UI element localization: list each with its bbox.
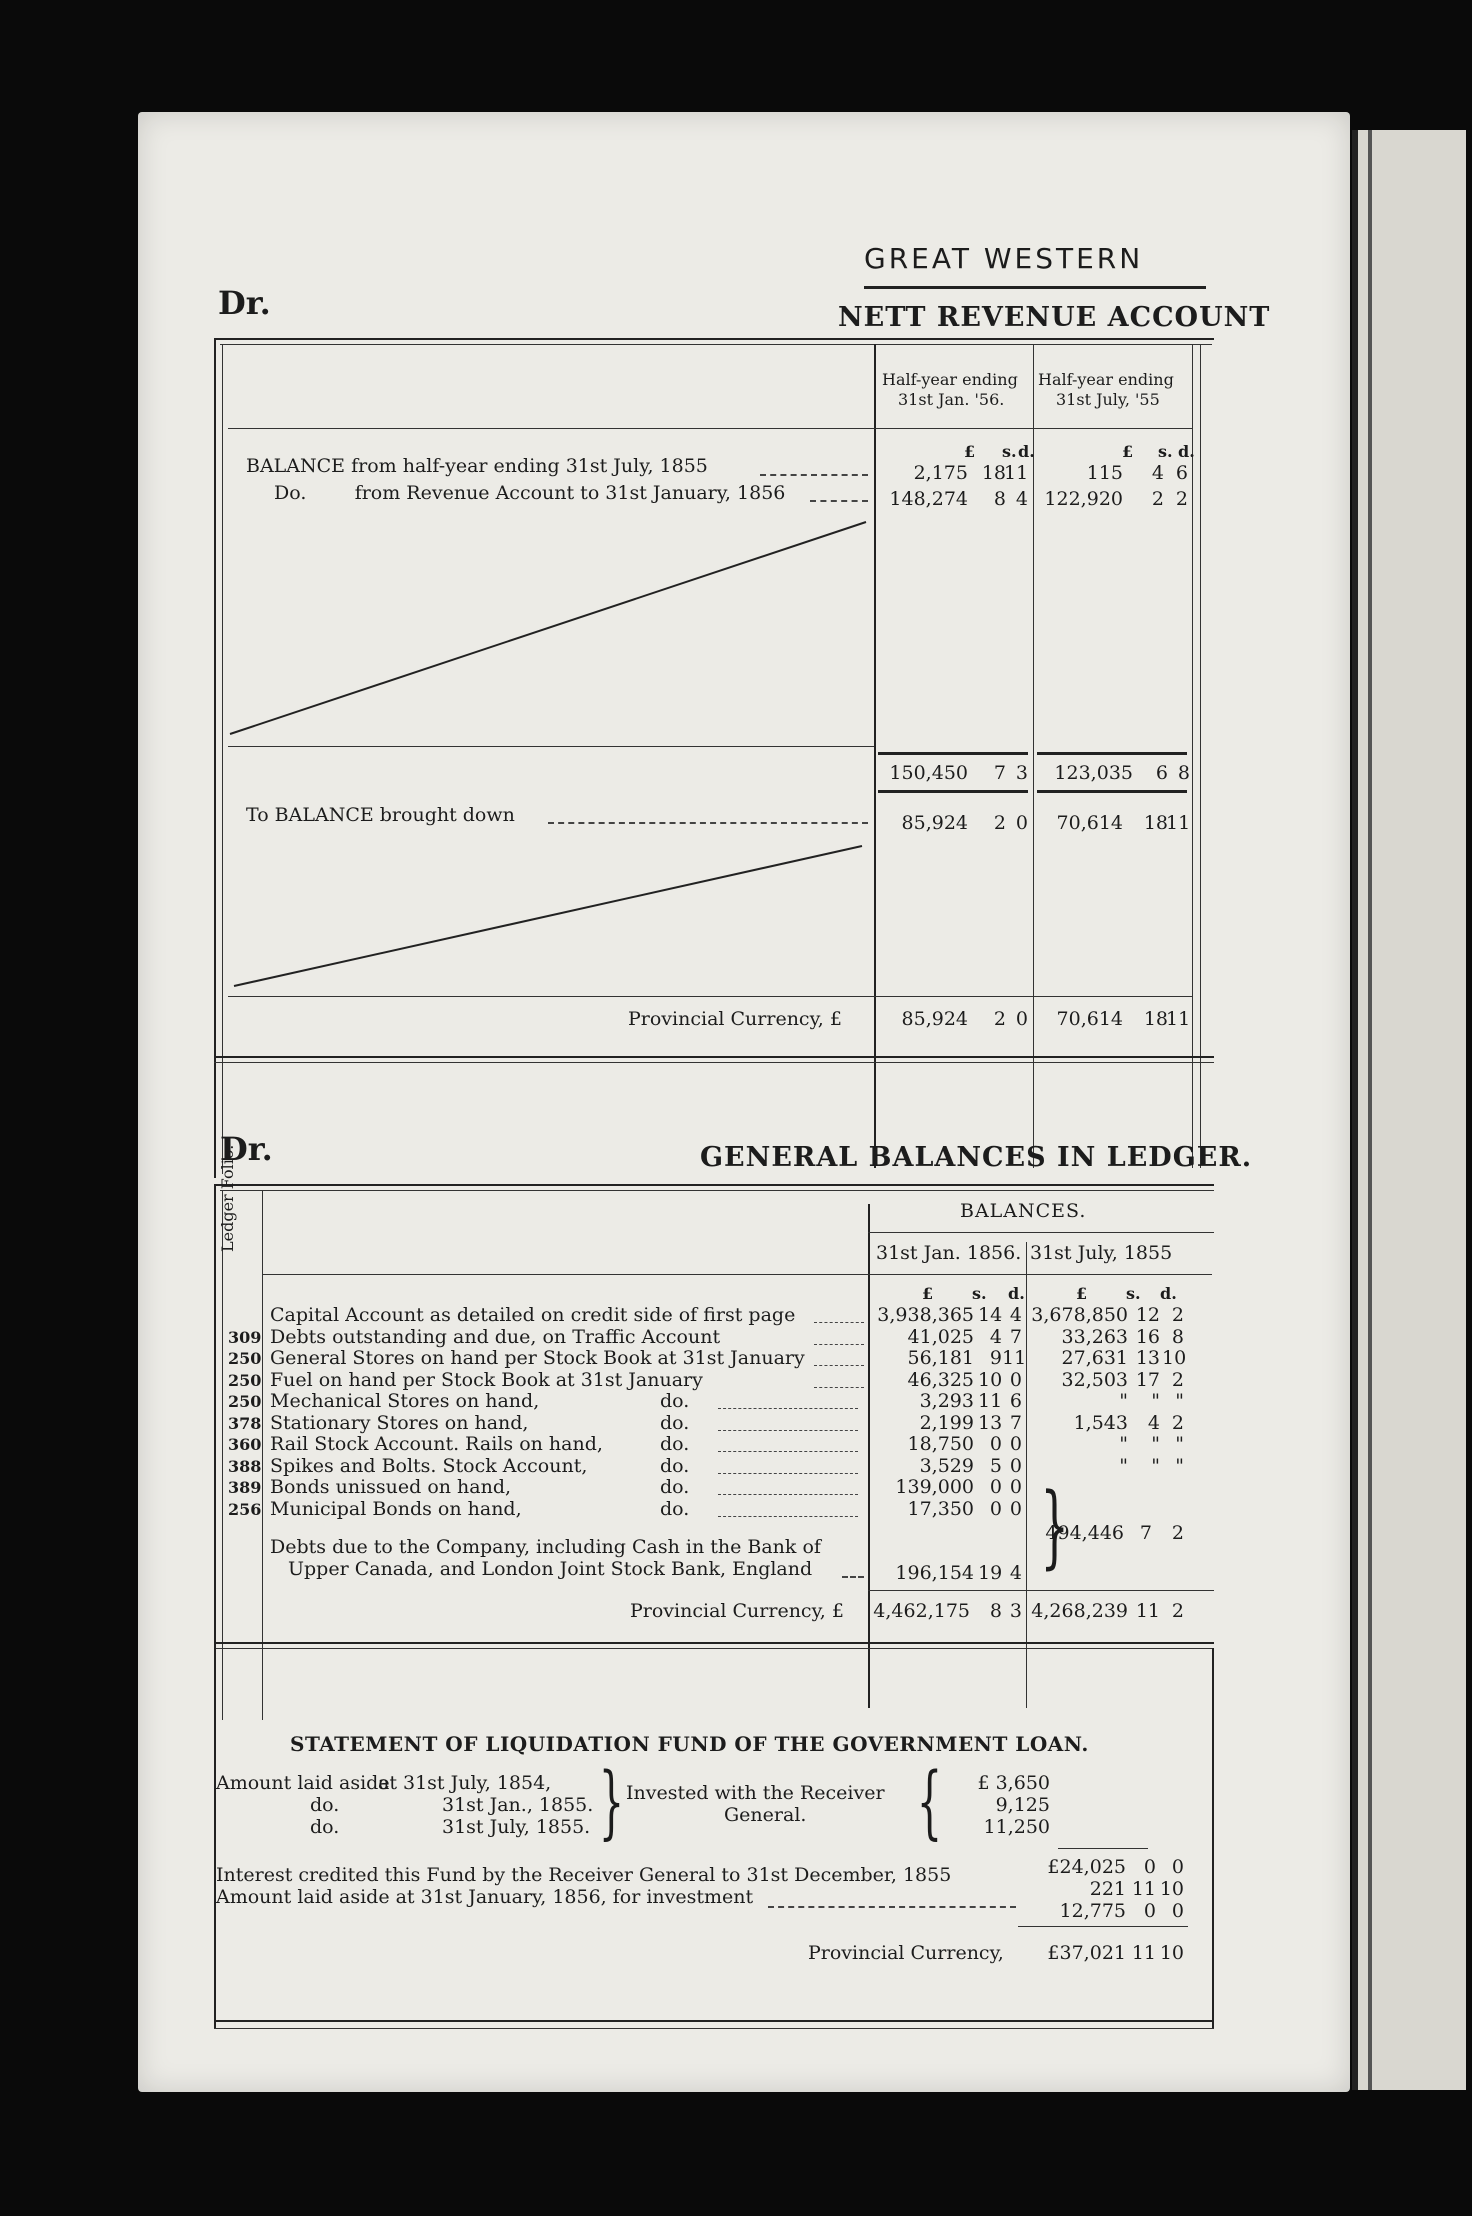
amount: 2 (1175, 488, 1188, 510)
ledger-amount: 12 (1135, 1304, 1160, 1326)
leader-dots (718, 1430, 858, 1431)
ledger-total-label: Provincial Currency, £ (630, 1600, 844, 1622)
ledger-folio: 360 (228, 1435, 262, 1454)
leader-dots (718, 1451, 858, 1452)
leader-dots (814, 1365, 864, 1366)
section-rule (214, 1062, 1214, 1063)
ledger-amount: 2,199 (919, 1411, 974, 1434)
ledger-row-label: Municipal Bonds on hand, (270, 1497, 522, 1520)
amount: 70,614 (1056, 812, 1123, 834)
ledger-amount: 2 (1171, 1304, 1184, 1326)
interest-amount: 10 (1159, 1878, 1184, 1900)
group-brace: } (1040, 1474, 1069, 1579)
ledger-amount: 2 (1171, 1368, 1184, 1391)
ledger-amount: 4 (1147, 1411, 1160, 1434)
amount: 2 (1151, 488, 1164, 510)
debts-label-1: Debts due to the Company, including Cash in the Bank of (270, 1536, 821, 1558)
ledger-amount: " (1151, 1390, 1160, 1412)
ditto-mark: do. (660, 1433, 690, 1455)
pound-head: £ (922, 1284, 934, 1303)
ledger-amount: 18,750 (907, 1433, 974, 1455)
liq-row-a: do. (310, 1794, 340, 1816)
ledger-amount: " (1175, 1390, 1184, 1412)
ledger-amount: 14 (978, 1304, 1003, 1326)
total-amount: 7 (993, 762, 1006, 784)
amount: 8 (993, 488, 1006, 510)
invested-1: Invested with the Receiver (626, 1782, 885, 1804)
ledger-amount: 0 (989, 1497, 1002, 1520)
liq-amount: 9,125 (995, 1794, 1050, 1816)
ledger-row-label: Bonds unissued on hand, (270, 1476, 512, 1498)
leader-dots (718, 1516, 858, 1517)
final-amount: 18 (1143, 1008, 1168, 1030)
liq-subtotal: 0 (1171, 1856, 1184, 1878)
interest-amount: 11 (1131, 1878, 1156, 1900)
final-amount: 0 (1015, 1008, 1028, 1030)
amount: 0 (1015, 812, 1028, 834)
rule (228, 996, 1192, 997)
liq-total: 11 (1131, 1942, 1156, 1964)
ledger-title: GENERAL BALANCES IN LEDGER. (700, 1142, 1253, 1173)
frame-left (214, 1648, 216, 2028)
ledger-folio: 250 (228, 1392, 262, 1411)
amount: 85,924 (901, 812, 968, 834)
ledger-amount: " (1151, 1454, 1160, 1477)
sum-rule (1037, 752, 1187, 755)
pound-head: £ (1076, 1284, 1088, 1303)
ledger-folio: 388 (228, 1456, 262, 1476)
ledger-row-label: Stationary Stores on hand, (270, 1411, 529, 1434)
shilling-head: s. (972, 1284, 987, 1303)
liq-row-b: at 31st July, 1854, (378, 1772, 552, 1794)
leader-dots (842, 1576, 864, 1578)
sum-rule (878, 752, 1028, 755)
ledger-amount: " (1151, 1433, 1160, 1455)
ledger-amount: 5 (989, 1454, 1002, 1477)
ledger-amount: 17,350 (907, 1497, 974, 1520)
ledger-amount: 17 (1135, 1368, 1160, 1391)
ledger-amount: " (1175, 1433, 1184, 1455)
pence-head: d. (1160, 1284, 1177, 1303)
total-amount: 123,035 (1054, 762, 1133, 784)
liq-total: 10 (1159, 1942, 1184, 1964)
leader-dots (718, 1473, 858, 1474)
col-divider (868, 1204, 870, 1708)
ledger-amount: 3,938,365 (877, 1304, 974, 1326)
liq-row-a: do. (310, 1816, 340, 1838)
amount: 11 (1004, 462, 1029, 484)
ledger-amount: 32,503 (1061, 1368, 1128, 1391)
liq-subtotal: £24,025 (1047, 1856, 1126, 1878)
ledger-amount: 139,000 (895, 1476, 974, 1498)
ledger-folio: 389 (228, 1478, 262, 1497)
dr-mark: Dr. (218, 284, 271, 322)
debts-label-2: Upper Canada, and London Joint Stock Bank, England (288, 1558, 813, 1580)
liq-amount: £ 3,650 (977, 1772, 1050, 1794)
ledger-amount: 8 (1171, 1325, 1184, 1348)
amount: 11 (1166, 812, 1191, 834)
final-amount: 70,614 (1056, 1008, 1123, 1030)
total-amount: 6 (1155, 762, 1168, 784)
ditto-mark: do. (660, 1497, 690, 1520)
leader-dots (718, 1494, 858, 1495)
ledger-row-label: Capital Account as detailed on credit side of first page (270, 1304, 796, 1326)
ledger-amount: 3,293 (919, 1390, 974, 1412)
balances-header: BALANCES. (960, 1200, 1087, 1222)
aside-label: Amount laid aside at 31st January, 1856, for investment (216, 1886, 754, 1908)
ledger-amount: 33,263 (1061, 1325, 1128, 1348)
ledger-amount: 0 (1009, 1433, 1022, 1455)
sum-rule (878, 790, 1028, 793)
ledger-row-label: Rail Stock Account. Rails on hand, (270, 1433, 603, 1455)
pound-head: £ (964, 442, 976, 461)
ledger-amount: 7 (1009, 1325, 1022, 1348)
amount: 18 (1143, 812, 1168, 834)
leader-dots (814, 1387, 864, 1388)
ledger-amount: 3,529 (919, 1454, 974, 1477)
ledger-amount: " (1119, 1454, 1128, 1477)
ditto-mark: do. (660, 1411, 690, 1434)
sum-rule (1018, 1926, 1188, 1927)
ledger-amount: 0 (989, 1433, 1002, 1455)
shilling-head: s. (1002, 442, 1017, 461)
liq-total: £37,021 (1047, 1942, 1126, 1964)
ledger-row-label: Mechanical Stores on hand, (270, 1390, 540, 1412)
ditto-mark: do. (660, 1390, 690, 1412)
grouped-amount: 2 (1171, 1522, 1184, 1544)
leader-dots (718, 1408, 858, 1409)
pence-head: d. (1178, 442, 1195, 461)
folio-header: Ledger Folio. (218, 1144, 237, 1252)
ledger-amount: 0 (989, 1476, 1002, 1498)
amount: 148,274 (889, 488, 968, 510)
amount: 6 (1175, 462, 1188, 484)
leader-dots (814, 1322, 864, 1323)
amount: 18 (981, 462, 1006, 484)
ledger-folio: 378 (228, 1413, 262, 1433)
ledger-row-label: General Stores on hand per Stock Book at 31st January (270, 1347, 805, 1369)
liq-row-a: Amount laid aside (216, 1772, 390, 1794)
revenue-row-label: BALANCE from half-year ending 31st July, 1855 (246, 455, 708, 477)
ledger-total: 4,462,175 (873, 1600, 970, 1622)
rule (262, 1274, 1212, 1275)
ledger-amount: 1,543 (1073, 1411, 1128, 1434)
amount: 4 (1015, 488, 1028, 510)
ledger-col-head-1: 31st Jan. 1856. (876, 1242, 1022, 1264)
aside-amount: 0 (1143, 1900, 1156, 1922)
shilling-head: s. (1126, 1284, 1141, 1303)
ledger-amount: 3,678,850 (1031, 1304, 1128, 1326)
ledger-amount: 7 (1009, 1411, 1022, 1434)
amount: 196,154 (895, 1562, 974, 1584)
brought-down-label: To BALANCE brought down (246, 804, 515, 826)
invested-2: General. (724, 1804, 807, 1826)
ledger-folio: 256 (228, 1499, 262, 1519)
ledger-amount: 4 (1009, 1304, 1022, 1326)
aside-amount: 0 (1171, 1900, 1184, 1922)
frame-right (1212, 1648, 1214, 2028)
leader-dots (814, 1344, 864, 1345)
interest-amount: 221 (1089, 1878, 1126, 1900)
ledger-row-label: Debts outstanding and due, on Traffic Account (270, 1325, 721, 1348)
revenue-row-label: Do. from Revenue Account to 31st January, 1856 (274, 482, 786, 504)
pence-head: d. (1018, 442, 1035, 461)
leader-dots (768, 1906, 1016, 1908)
rule (220, 1190, 1214, 1191)
facing-page-edge (1352, 130, 1466, 2090)
rule (868, 1232, 1214, 1233)
ledger-amount: 4 (989, 1325, 1002, 1348)
ledger-amount: " (1119, 1390, 1128, 1412)
ledger-amount: " (1175, 1454, 1184, 1477)
interest-label: Interest credited this Fund by the Receiver General to 31st December, 1855 (216, 1864, 952, 1886)
total-amount: 3 (1015, 762, 1028, 784)
ledger-total: 8 (989, 1600, 1002, 1622)
left-brace: } (598, 1755, 625, 1848)
ledger-amount: 10 (1162, 1347, 1187, 1369)
col-head-1b: 31st Jan. '56. (898, 390, 1005, 409)
ledger-folio: 309 (228, 1327, 262, 1347)
revenue-title: NETT REVENUE ACCOUNT (838, 302, 1271, 333)
amount: 122,920 (1044, 488, 1123, 510)
pound-head: £ (1122, 442, 1134, 461)
aside-amount: 12,775 (1059, 1900, 1126, 1922)
liq-subtotal: 0 (1143, 1856, 1156, 1878)
total-amount: 8 (1177, 762, 1190, 784)
ledger-amount: 13 (1135, 1347, 1160, 1369)
ledger-folio: 250 (228, 1370, 262, 1390)
ledger-total: 2 (1171, 1600, 1184, 1622)
sum-rule (1058, 1848, 1148, 1849)
ledger-amount: 46,325 (907, 1368, 974, 1391)
ledger-amount: 0 (1009, 1497, 1022, 1520)
amount: 4 (1009, 1562, 1022, 1584)
total-amount: 150,450 (889, 762, 968, 784)
grouped-amount: 7 (1139, 1522, 1152, 1544)
provincial-currency-label: Provincial Currency, £ (628, 1008, 842, 1030)
liquidation-title: STATEMENT OF LIQUIDATION FUND OF THE GOVERNMENT LOAN. (290, 1732, 1089, 1756)
ledger-total: 4,268,239 (1031, 1600, 1128, 1622)
ledger-amount: 0 (1009, 1368, 1022, 1391)
grouped-amount: 494,446 (1045, 1522, 1124, 1544)
ledger-amount: 11 (978, 1390, 1003, 1412)
bottom-rule (214, 2020, 1214, 2022)
ledger-col-head-2: 31st July, 1855 (1030, 1242, 1173, 1264)
frame-left-inner (222, 1190, 223, 1720)
col-divider (1026, 1242, 1027, 1708)
ledger-amount: 16 (1135, 1325, 1160, 1348)
ledger-amount: 9 (989, 1347, 1002, 1369)
liq-row-b: 31st July, 1855. (442, 1816, 591, 1838)
col-head-2a: Half-year ending (1038, 370, 1174, 389)
right-brace: { (916, 1755, 943, 1848)
ledger-total: 11 (1135, 1600, 1160, 1622)
amount: 2,175 (913, 462, 968, 484)
ledger-amount: 13 (978, 1411, 1003, 1434)
rule (214, 1184, 1214, 1186)
amount: 19 (978, 1562, 1003, 1584)
company-name: GREAT WESTERN (864, 242, 1144, 275)
ledger-page (138, 112, 1350, 2092)
pence-head: d. (1008, 1284, 1025, 1303)
folio-divider (262, 1190, 263, 1720)
col-head-2b: 31st July, '55 (1056, 390, 1160, 409)
ledger-amount: 10 (978, 1368, 1003, 1391)
liq-amount: 11,250 (983, 1816, 1050, 1838)
final-amount: 2 (993, 1008, 1006, 1030)
ledger-amount: 2 (1171, 1411, 1184, 1434)
ledger-row-label: Spikes and Bolts. Stock Account, (270, 1454, 588, 1477)
final-amount: 11 (1166, 1008, 1191, 1030)
ledger-dr-mark: Dr. (220, 1130, 273, 1168)
ditto-mark: do. (660, 1454, 690, 1477)
rule (228, 746, 874, 747)
final-amount: 85,924 (901, 1008, 968, 1030)
amount: 2 (993, 812, 1006, 834)
col-head-1a: Half-year ending (882, 370, 1018, 389)
leader-dots (548, 822, 868, 824)
ledger-total: 3 (1009, 1600, 1022, 1622)
ledger-folio: 250 (228, 1349, 262, 1368)
ledger-amount: 0 (1009, 1476, 1022, 1498)
ledger-amount: 27,631 (1061, 1347, 1128, 1369)
amount: 115 (1086, 462, 1123, 484)
ledger-row-label: Fuel on hand per Stock Book at 31st January (270, 1368, 703, 1391)
ledger-amount: 41,025 (907, 1325, 974, 1348)
shilling-head: s. (1158, 442, 1173, 461)
bottom-rule (214, 2028, 1214, 2029)
ledger-amount: 11 (1002, 1347, 1027, 1369)
section-rule (214, 1642, 1214, 1644)
section-rule (214, 1056, 1214, 1058)
sum-rule (868, 1590, 1214, 1591)
liq-total-label: Provincial Currency, (808, 1942, 1004, 1964)
liq-row-b: 31st Jan., 1855. (442, 1794, 594, 1816)
ditto-mark: do. (660, 1476, 690, 1498)
ledger-amount: 0 (1009, 1454, 1022, 1477)
ledger-amount: 6 (1009, 1390, 1022, 1412)
ledger-amount: 56,181 (907, 1347, 974, 1369)
amount: 4 (1151, 462, 1164, 484)
section-rule (214, 1648, 1214, 1649)
ledger-amount: " (1119, 1433, 1128, 1455)
sum-rule (1037, 790, 1187, 793)
